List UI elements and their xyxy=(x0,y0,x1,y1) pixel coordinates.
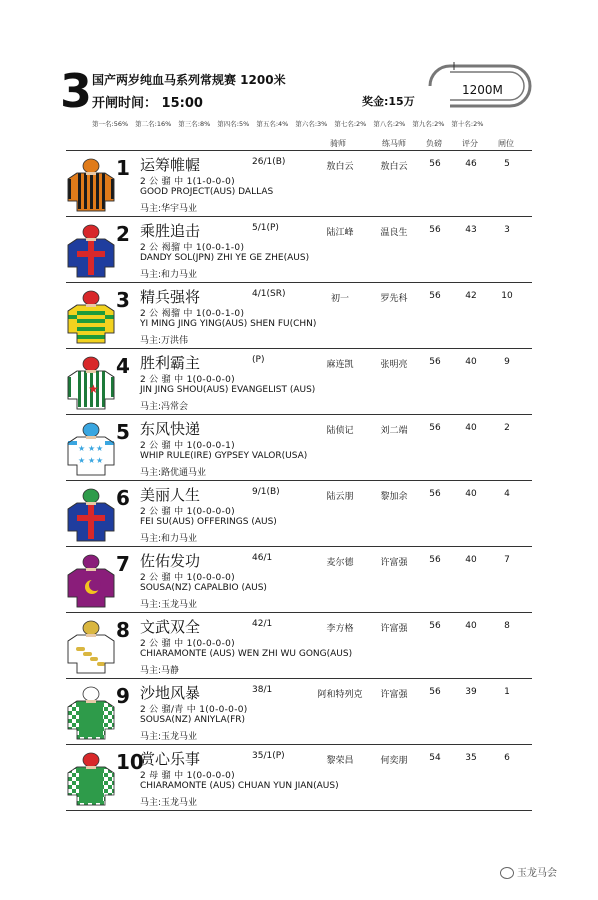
jockey-silk-icon xyxy=(66,157,116,213)
horse-number: 9 xyxy=(116,684,130,708)
finish-percentage: 第一名:56% xyxy=(92,120,129,128)
trainer-name: 何奕朋 xyxy=(380,756,408,766)
horse-owner: 马主:路优通马业 xyxy=(140,468,207,478)
jockey-name: 阿和特列克 xyxy=(317,690,363,700)
barrier-draw: 9 xyxy=(504,357,510,367)
horse-name: 沙地风暴 xyxy=(140,684,201,702)
jockey-silk-icon xyxy=(66,223,116,279)
horse-info: 2 母 骝 中 1(0-0-0-0) xyxy=(140,771,235,781)
jockey-name: 陆侦记 xyxy=(326,426,354,436)
entry-row xyxy=(0,745,598,811)
barrier-draw: 7 xyxy=(504,555,510,565)
horse-info: 2 公 骝/青 中 1(0-0-0-0) xyxy=(140,705,248,715)
svg-text:★: ★ xyxy=(88,444,96,453)
horse-owner: 马主:万洪伟 xyxy=(140,336,189,346)
horse-owner: 马主:和力马业 xyxy=(140,270,198,280)
horse-rating: 40 xyxy=(465,489,477,499)
entry-row xyxy=(0,547,598,613)
horse-name: 胜利霸主 xyxy=(140,354,201,372)
race-title: 国产两岁纯血马系列常规赛 1200米 xyxy=(92,73,286,87)
finish-percentage: 第七名:2% xyxy=(334,120,367,128)
trainer-name: 刘二端 xyxy=(380,426,408,436)
horse-name: 赏心乐事 xyxy=(140,750,201,768)
horse-owner: 马主:玉龙马业 xyxy=(140,600,198,610)
entry-row xyxy=(0,217,598,283)
jockey-silk-icon xyxy=(66,751,116,807)
svg-text:★: ★ xyxy=(78,444,86,453)
horse-info: 2 公 骝 中 1(0-0-0-0) xyxy=(140,639,235,649)
header-trainer: 练马师 xyxy=(382,139,406,148)
horse-number: 4 xyxy=(116,354,130,378)
horse-name: 美丽人生 xyxy=(140,486,201,504)
svg-text:★: ★ xyxy=(96,444,104,453)
horse-owner: 马主:马静 xyxy=(140,666,180,676)
trainer-name: 温良生 xyxy=(380,228,408,238)
finish-percentage: 第三名:8% xyxy=(178,120,211,128)
finish-percentage: 第九名:2% xyxy=(412,120,445,128)
finish-percentage: 第十名:2% xyxy=(451,120,484,128)
horse-pedigree: YI MING JING YING(AUS) SHEN FU(CHN) xyxy=(140,319,317,329)
jockey-silk-icon xyxy=(66,619,116,675)
carried-weight: 56 xyxy=(429,621,441,631)
finish-percentage: 第二名:16% xyxy=(135,120,172,128)
horse-rating: 43 xyxy=(465,225,477,235)
prize-money: 奖金:15万 xyxy=(362,95,415,108)
barrier-draw: 1 xyxy=(504,687,510,697)
barrier-draw: 8 xyxy=(504,621,510,631)
horse-rating: 35 xyxy=(465,753,477,763)
jockey-silk-icon xyxy=(66,487,116,543)
jockey-name: 陆云朋 xyxy=(326,492,354,502)
carried-weight: 56 xyxy=(429,357,441,367)
horse-pedigree: JIN JING SHOU(AUS) EVANGELIST (AUS) xyxy=(140,385,316,395)
carried-weight: 56 xyxy=(429,687,441,697)
finish-percentages xyxy=(92,119,490,128)
horse-owner: 马主:和力马业 xyxy=(140,534,198,544)
horse-odds: 38/1 xyxy=(252,685,273,695)
header-rating: 评分 xyxy=(462,139,478,148)
horse-info: 2 公 褐骝 中 1(0-0-1-0) xyxy=(140,243,245,253)
barrier-draw: 2 xyxy=(504,423,510,433)
horse-number: 1 xyxy=(116,156,130,180)
horse-odds: 42/1 xyxy=(252,619,273,629)
jockey-name: 李方格 xyxy=(326,624,354,634)
horse-pedigree: DANDY SOL(JPN) ZHI YE GE ZHE(AUS) xyxy=(140,253,310,263)
jockey-name: 敖白云 xyxy=(326,162,354,172)
carried-weight: 54 xyxy=(429,753,441,763)
horse-name: 文武双全 xyxy=(140,618,201,636)
horse-odds: 9/1(B) xyxy=(252,487,280,497)
carried-weight: 56 xyxy=(429,423,441,433)
horse-rating: 46 xyxy=(465,159,477,169)
svg-text:★: ★ xyxy=(88,382,99,396)
horse-owner: 马主:玉龙马业 xyxy=(140,732,198,742)
jockey-silk-icon xyxy=(66,553,116,609)
barrier-draw: 5 xyxy=(504,159,510,169)
finish-percentage: 第四名:5% xyxy=(217,120,250,128)
horse-name: 佐佑发功 xyxy=(140,552,201,570)
horse-pedigree: FEI SU(AUS) OFFERINGS (AUS) xyxy=(140,517,277,527)
barrier-draw: 4 xyxy=(504,489,510,499)
jockey-name: 陆江峰 xyxy=(326,228,354,238)
race-number: 3 xyxy=(60,64,93,118)
post-time: 开闸时间： 15:00 xyxy=(92,96,203,111)
horse-odds: 4/1(SR) xyxy=(252,289,286,299)
horse-name: 运筹帷幄 xyxy=(140,156,201,174)
trainer-name: 许富强 xyxy=(380,690,408,700)
finish-percentage: 第五名:4% xyxy=(256,120,289,128)
horse-rating: 39 xyxy=(465,687,477,697)
trainer-name: 许富强 xyxy=(380,558,408,568)
carried-weight: 56 xyxy=(429,555,441,565)
jockey-name: 麦尔德 xyxy=(326,558,354,568)
carried-weight: 56 xyxy=(429,489,441,499)
header-draw: 闸位 xyxy=(498,139,514,148)
entry-row xyxy=(0,613,598,679)
svg-text:★: ★ xyxy=(88,456,96,465)
horse-info: 2 公 骝 中 1(0-0-0-0) xyxy=(140,507,235,517)
trainer-name: 许富强 xyxy=(380,624,408,634)
horse-info: 2 公 骝 中 1(0-0-0-0) xyxy=(140,573,235,583)
horse-owner: 马主:华宇马业 xyxy=(140,204,198,214)
barrier-draw: 6 xyxy=(504,753,510,763)
horse-info: 2 公 骝 中 1(0-0-0-1) xyxy=(140,441,235,451)
chat-icon xyxy=(500,867,514,879)
jockey-silk-icon xyxy=(66,289,116,345)
header-weight: 负磅 xyxy=(426,139,442,148)
horse-rating: 40 xyxy=(465,621,477,631)
horse-name: 东风快递 xyxy=(140,420,201,438)
carried-weight: 56 xyxy=(429,225,441,235)
horse-number: 5 xyxy=(116,420,130,444)
horse-rating: 40 xyxy=(465,555,477,565)
horse-rating: 40 xyxy=(465,423,477,433)
barrier-draw: 10 xyxy=(501,291,513,301)
entry-row xyxy=(0,349,598,415)
jockey-name: 初一 xyxy=(330,294,349,304)
jockey-silk-icon xyxy=(66,355,116,411)
horse-pedigree: WHIP RULE(IRE) GYPSEY VALOR(USA) xyxy=(140,451,308,461)
horse-odds: 46/1 xyxy=(252,553,273,563)
horse-number: 2 xyxy=(116,222,130,246)
horse-number: 8 xyxy=(116,618,130,642)
finish-percentage: 第八名:2% xyxy=(373,120,406,128)
horse-pedigree: CHIARAMONTE (AUS) WEN ZHI WU GONG(AUS) xyxy=(140,649,353,659)
horse-rating: 42 xyxy=(465,291,477,301)
horse-name: 精兵强将 xyxy=(140,288,201,306)
entry-row xyxy=(0,415,598,481)
trainer-name: 黎加余 xyxy=(380,492,408,502)
horse-pedigree: CHIARAMONTE (AUS) CHUAN YUN JIAN(AUS) xyxy=(140,781,339,791)
horse-info: 2 公 骝 中 1(0-0-0-0) xyxy=(140,375,235,385)
carried-weight: 56 xyxy=(429,291,441,301)
horse-number: 3 xyxy=(116,288,130,312)
horse-rating: 40 xyxy=(465,357,477,367)
trainer-name: 罗先科 xyxy=(380,294,408,304)
horse-info: 2 公 骝 中 1(1-0-0-0) xyxy=(140,177,235,187)
jockey-silk-icon xyxy=(66,685,116,741)
horse-owner: 马主:冯常会 xyxy=(140,402,189,412)
finish-percentage: 第六名:3% xyxy=(295,120,328,128)
entry-row xyxy=(0,481,598,547)
horse-pedigree: SOUSA(NZ) ANIYLA(FR) xyxy=(140,715,246,725)
horse-number: 6 xyxy=(116,486,130,510)
horse-pedigree: SOUSA(NZ) CAPALBIO (AUS) xyxy=(140,583,267,593)
svg-text:★: ★ xyxy=(78,456,86,465)
horse-info: 2 公 褐骝 中 1(0-0-1-0) xyxy=(140,309,245,319)
carried-weight: 56 xyxy=(429,159,441,169)
horse-odds: 26/1(B) xyxy=(252,157,286,167)
header-jockey: 骑师 xyxy=(330,139,346,148)
horse-odds: (P) xyxy=(252,355,265,365)
horse-pedigree: GOOD PROJECT(AUS) DALLAS xyxy=(140,187,274,197)
trainer-name: 张明亮 xyxy=(380,360,408,370)
jockey-silk-icon xyxy=(66,421,116,477)
barrier-draw: 3 xyxy=(504,225,510,235)
trainer-name: 敖白云 xyxy=(380,162,408,172)
horse-odds: 5/1(P) xyxy=(252,223,279,233)
entry-row xyxy=(0,679,598,745)
entry-row xyxy=(0,151,598,217)
horse-owner: 马主:玉龙马业 xyxy=(140,798,198,808)
horse-name: 乘胜追击 xyxy=(140,222,201,240)
jockey-name: 黎荣昌 xyxy=(326,756,354,766)
entry-divider xyxy=(66,810,532,811)
horse-number: 7 xyxy=(116,552,130,576)
watermark-text: 玉龙马会 xyxy=(517,868,557,879)
horse-number: 10 xyxy=(116,750,144,774)
entry-row xyxy=(0,283,598,349)
svg-text:★: ★ xyxy=(96,456,104,465)
watermark xyxy=(500,864,557,879)
jockey-name: 麻连凯 xyxy=(326,360,354,370)
horse-odds: 35/1(P) xyxy=(252,751,285,761)
distance-label: 1200M xyxy=(462,83,503,97)
